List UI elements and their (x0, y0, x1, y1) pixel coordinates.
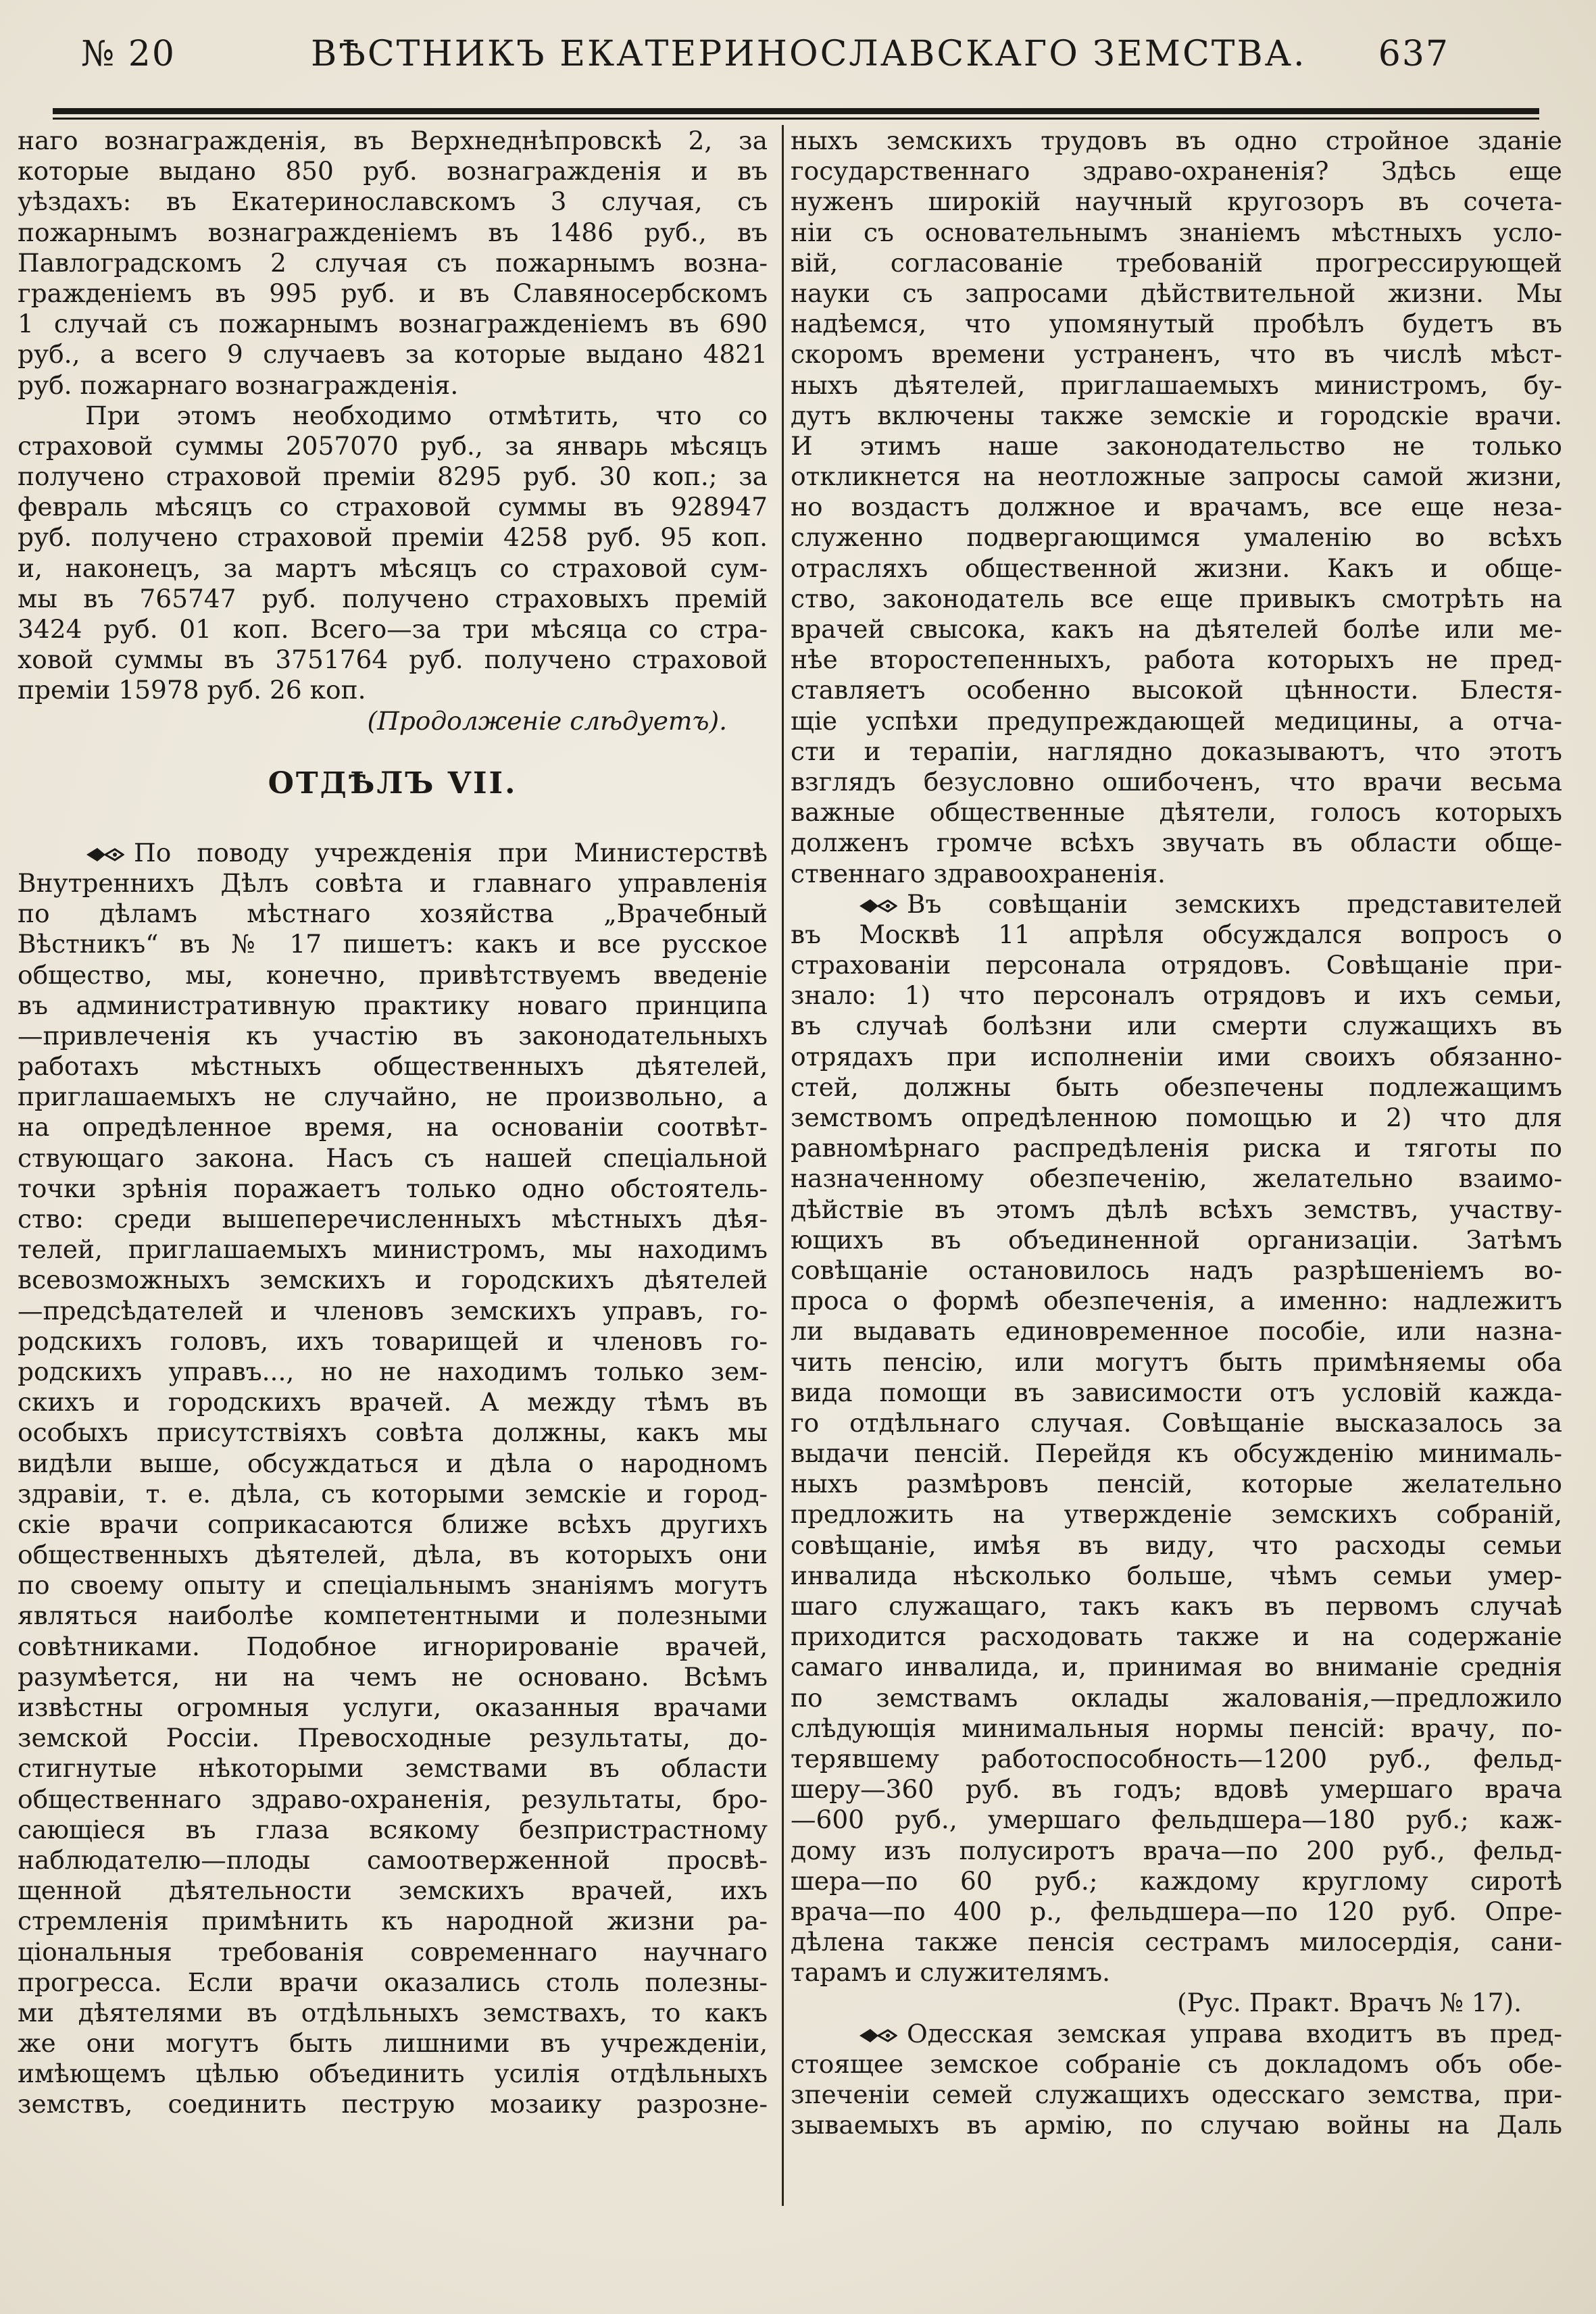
text-line: наго вознагражденія, въ Верхнеднѣпровскѣ 2, за (18, 126, 768, 155)
text-line: шаго служащаго, такъ какъ въ первомъ случаѣ (791, 1591, 1562, 1621)
text-line: скоромъ времени устраненъ, что въ числѣ мѣст- (791, 339, 1562, 370)
text-line: страхованіи персонала отрядовъ. Совѣщаніе при- (791, 950, 1562, 980)
text-line: мы въ 765747 руб. получено страховыхъ премій (18, 583, 768, 613)
right-column (791, 126, 1562, 2140)
text-line: взглядъ безусловно ошибоченъ, что врачи весьма (791, 766, 1562, 797)
publication-title: ВѢСТНИКЪ ЕКАТЕРИНОСЛАВСКАГО ЗЕМСТВА. (311, 34, 1307, 74)
text-line: 1 случай съ пожарнымъ вознагражденіемъ въ 690 (18, 309, 768, 339)
text-line: руб. получено страховой преміи 4258 руб. 95 коп. (18, 522, 768, 553)
text-line: терявшему работоспособность—1200 руб., фельд- (791, 1743, 1562, 1774)
text-line: дутъ включены также земскіе и городскіе врачи. (791, 400, 1562, 430)
text-line: При этомъ необходимо отмѣтить, что со (85, 400, 768, 430)
text-line: щіе успѣхи предупреждающей медицины, а отча- (791, 705, 1562, 736)
text-line: телей, приглашаемыхъ министромъ, мы находимъ (18, 1234, 768, 1265)
text-line: особыхъ присутствіяхъ совѣта должны, какъ мы (18, 1417, 768, 1448)
text-line: ныхъ размѣровъ пенсій, которые желательно (791, 1469, 1562, 1499)
text-line: имѣющемъ цѣлью объединить усилія отдѣльныхъ (18, 2059, 768, 2089)
text-line: наблюдателю—плоды самоотверженной просвѣ- (18, 1844, 768, 1875)
paragraph-insurance-payouts (18, 126, 768, 401)
text-line (18, 838, 768, 868)
text-line: Павлоградскомъ 2 случая съ пожарнымъ возна- (18, 247, 768, 278)
section-title: ОТДѢЛЪ VII. (268, 765, 518, 801)
text-line: чить пенсію, или могутъ быть примѣняемы оба (791, 1347, 1562, 1377)
text-line: ныхъ земскихъ трудовъ въ одно стройное зданіе (791, 126, 1562, 155)
text-line-content: Въ совѣщаніи земскихъ представителей (907, 888, 1562, 919)
text-line: —600 руб., умершаго фельдшера—180 руб.; каж- (791, 1805, 1562, 1835)
text-line: руб., а всего 9 случаевъ за которые выдано 4821 (18, 339, 768, 370)
text-line: ныхъ дѣятелей, приглашаемыхъ министромъ, бу- (791, 370, 1562, 400)
text-line: февраль мѣсяцъ со страховой суммы въ 928947 (18, 492, 768, 522)
text-line: служенно подвергающимся умаленію во всѣхъ (791, 522, 1562, 553)
paragraph-moscow-meeting (791, 889, 1562, 1988)
text-line: зпеченіи семей служащихъ одесскаго земства, при- (791, 2080, 1562, 2109)
text-line: стремленія примѣнить къ народной жизни ра- (18, 1906, 768, 1936)
text-line: разумѣется, ни на чемъ не основано. Всѣмъ (18, 1661, 768, 1692)
text-line: по своему опыту и спеціальнымъ знаніямъ могутъ (18, 1570, 768, 1601)
text-line: общественнаго здраво-охраненія, результаты, бро- (18, 1784, 768, 1814)
text-line: ство, законодатель все еще привыкъ смотрѣть на (791, 583, 1562, 613)
paragraph-ministry-council (18, 838, 768, 2120)
text-line: науки съ запросами дѣйствительной жизни. Мы (791, 278, 1562, 308)
text-line: родскихъ управъ..., но не находимъ только зем- (18, 1356, 768, 1386)
text-line: стоящее земское собраніе съ докладомъ объ обе- (791, 2048, 1562, 2079)
text-line: ціональныя требованія современнаго научнаго (18, 1936, 768, 1967)
text-line: надѣемся, что упомянутый пробѣлъ будетъ въ (791, 309, 1562, 339)
paragraph-odessa-zemstvo (791, 2019, 1562, 2141)
text-line: общество, мы, конечно, привѣтствуемъ введеніе (18, 959, 768, 990)
text-line: ставляетъ особенно высокой цѣнности. Блестя- (791, 675, 1562, 705)
text-line: важные общественные дѣятели, голосъ которыхъ (791, 797, 1562, 828)
text-line (791, 2019, 1562, 2049)
text-line: Внутреннихъ Дѣлъ совѣта и главнаго управленія (18, 867, 768, 898)
text-line: откликнется на неотложные запросы самой жизни, (791, 461, 1562, 492)
text-line: дѣйствіе въ этомъ дѣлѣ всѣхъ земствъ, участву- (791, 1194, 1562, 1224)
text-line: земской Россіи. Превосходные результаты, до- (18, 1723, 768, 1753)
text-line: въ административную практику новаго принципа (18, 990, 768, 1020)
left-column (18, 126, 768, 2120)
text-line: стигнутые нѣкоторыми земствами въ области (18, 1753, 768, 1784)
text-line: являться наиболѣе компетентными и полезными (18, 1601, 768, 1631)
text-line: дѣлена также пенсія сестрамъ милосердія, сани- (791, 1927, 1562, 1957)
text-line: шеру—360 руб. въ годъ; вдовѣ умершаго врача (791, 1774, 1562, 1805)
text-line: 3424 руб. 01 коп. Всего—за три мѣсяца со стра- (18, 614, 768, 644)
text-line: земствомъ опредѣленною помощью и 2) что для (791, 1103, 1562, 1132)
text-line: прогресса. Если врачи оказались столь полезны- (18, 1967, 768, 1997)
text-line: видѣли выше, обсуждаться и дѣла о народномъ (18, 1448, 768, 1478)
text-line: самаго инвалида, и, принимая во вниманіе среднія (791, 1652, 1562, 1682)
text-line: слѣдующія минимальныя нормы пенсій: врачу, по- (791, 1713, 1562, 1743)
text-line: стей, должны быть обезпечены подлежащимъ (791, 1072, 1562, 1102)
text-line: преміи 15978 руб. 26 коп. (18, 675, 366, 705)
text-line: сти и терапіи, наглядно доказываютъ, что этотъ (791, 736, 1562, 766)
text-line: приходится расходовать также и на содержаніе (791, 1621, 1562, 1652)
text-line: скіе врачи соприкасаются ближе всѣхъ другихъ (18, 1509, 768, 1539)
text-line: равномѣрнаго распредѣленія риска и тяготы по (791, 1133, 1562, 1163)
ornament-icon (858, 889, 897, 920)
text-line: руб. пожарнаго вознагражденія. (18, 370, 459, 400)
text-line: дому изъ полусиротъ врача—по 200 руб., фельд- (791, 1835, 1562, 1865)
text-line-content: По поводу учрежденія при Министерствѣ (134, 837, 768, 867)
text-line: назначенному обезпеченію, желательно взаимо- (791, 1163, 1562, 1194)
text-line: государственнаго здраво-охраненія? Здѣсь еще (791, 156, 1562, 186)
issue-number: № 20 (81, 34, 176, 74)
text-line: но воздастъ должное и врачамъ, все еще неза- (791, 492, 1562, 522)
text-line: земствъ, соединить пеструю мозаику разрозне- (18, 2089, 768, 2119)
text-line: зываемыхъ въ армію, по случаю войны на Даль (791, 2110, 1562, 2140)
text-line: отрасляхъ общественной жизни. Какъ и обще- (791, 553, 1562, 583)
text-line: по земствамъ оклады жалованія,—предложило (791, 1682, 1562, 1713)
text-line: ли выдавать единовременное пособіе, или назна- (791, 1316, 1562, 1347)
text-line: ніи съ основательнымъ знаніемъ мѣстныхъ усло- (791, 217, 1562, 247)
text-line: выдачи пенсій. Перейдя къ обсужденію минималь- (791, 1438, 1562, 1469)
text-line: знало: 1) что персоналъ отрядовъ и ихъ семьи, (791, 980, 1562, 1011)
text-line: нуженъ широкій научный кругозоръ въ сочета- (791, 186, 1562, 217)
text-line: го отдѣльнаго случая. Совѣщаніе высказалось за (791, 1407, 1562, 1438)
text-line: инвалида нѣсколько больше, чѣмъ семьи умер- (791, 1560, 1562, 1590)
text-line: совѣщаніе, имѣя въ виду, что расходы семьи (791, 1530, 1562, 1560)
text-line: совѣтниками. Подобное игнорированіе врачей, (18, 1631, 768, 1661)
text-line: скихъ и городскихъ врачей. А между тѣмъ въ (18, 1387, 768, 1417)
text-line: страховой суммы 2057070 руб., за январь мѣсяцъ (18, 430, 768, 461)
text-line: уѣздахъ: въ Екатеринославскомъ 3 случая, съ (18, 186, 768, 217)
text-line: вій, согласованіе требованій прогрессирующей (791, 247, 1562, 278)
text-line: въ Москвѣ 11 апрѣля обсуждался вопросъ о (791, 919, 1562, 949)
text-line: И этимъ наше законодательство не только (791, 430, 1562, 461)
continued-note: (Продолженіе слѣдуетъ). (367, 705, 727, 736)
text-line: всевозможныхъ земскихъ и городскихъ дѣятелей (18, 1265, 768, 1295)
page-header (68, 27, 1480, 81)
text-line: родскихъ головъ, ихъ товарищей и членовъ го- (18, 1326, 768, 1356)
text-line: точки зрѣнія поражаетъ только одно обстоятель- (18, 1173, 768, 1203)
source-citation: (Рус. Практ. Врачъ № 17). (1176, 1988, 1522, 2018)
text-line: гражденіемъ въ 995 руб. и въ Славяносербскомъ (18, 278, 768, 308)
text-line: проса о формѣ обезпеченія, а именно: надлежитъ (791, 1286, 1562, 1316)
text-line-content: Одесская земская управа входитъ въ пред- (907, 2018, 1562, 2048)
header-rule-thick (53, 108, 1539, 114)
text-line: долженъ громче всѣхъ звучать въ области обще- (791, 828, 1562, 858)
text-line: вида помощи въ зависимости отъ условій кажда- (791, 1377, 1562, 1407)
text-line: врача—по 400 р., фельдшера—по 120 руб. Опре- (791, 1896, 1562, 1926)
text-line: ми дѣятелями въ отдѣльныхъ земствахъ, то какъ (18, 1997, 768, 2028)
text-line: извѣстны огромныя услуги, оказанныя врачами (18, 1692, 768, 1722)
paragraph-ministry-council-continued (791, 126, 1562, 889)
text-line: шера—по 60 руб.; каждому круглому сиротѣ (791, 1865, 1562, 1896)
text-line: ющихъ въ объединенной организаціи. Затѣмъ (791, 1224, 1562, 1255)
text-line: по дѣламъ мѣстнаго хозяйства „Врачебный (18, 899, 768, 929)
text-line: предложить на утвержденіе земскихъ собраній, (791, 1499, 1562, 1530)
text-line: —привлеченія къ участію въ законодательныхъ (18, 1020, 768, 1051)
text-line: приглашаемыхъ не случайно, не произвольно, а (18, 1082, 768, 1112)
column-divider (782, 125, 784, 2206)
text-line (791, 889, 1562, 920)
ornament-icon (858, 2019, 897, 2049)
text-line: ственнаго здравоохраненія. (791, 858, 1166, 888)
text-line: ховой суммы въ 3751764 руб. получено страховой (18, 645, 768, 675)
text-line: которые выдано 850 руб. вознагражденія и въ (18, 156, 768, 186)
text-line: ство: среди вышеперечисленныхъ мѣстныхъ дѣя- (18, 1204, 768, 1234)
text-line: ствующаго закона. Насъ съ нашей спеціальной (18, 1142, 768, 1173)
text-line: сающіеся въ глаза всякому безпристрастному (18, 1814, 768, 1844)
text-line: получено страховой преміи 8295 руб. 30 коп.; за (18, 461, 768, 492)
text-line: и, наконецъ, за мартъ мѣсяцъ со страховой сум- (18, 553, 768, 583)
text-line: пожарнымъ вознагражденіемъ въ 1486 руб., въ (18, 217, 768, 247)
text-line: —предсѣдателей и членовъ земскихъ управъ, го- (18, 1295, 768, 1326)
text-line: совѣщаніе остановилось надъ разрѣшеніемъ во- (791, 1255, 1562, 1285)
paragraph-insurance-premiums (18, 401, 768, 706)
text-line: тарамъ и служителямъ. (791, 1957, 1111, 1988)
page-number: 637 (1378, 34, 1449, 74)
text-line: работахъ мѣстныхъ общественныхъ дѣятелей, (18, 1051, 768, 1082)
text-line: на опредѣленное время, на основаніи соотвѣт- (18, 1112, 768, 1142)
header-rule-thin (53, 118, 1539, 120)
text-line: отрядахъ при исполненіи ими своихъ обязанно- (791, 1041, 1562, 1072)
ornament-icon (85, 838, 124, 868)
text-line: нѣе второстепенныхъ, работа которыхъ не пред- (791, 645, 1562, 675)
text-line: щенной дѣятельности земскихъ врачей, ихъ (18, 1876, 768, 1906)
text-line: здравіи, т. е. дѣла, съ которыми земскіе и город- (18, 1478, 768, 1509)
text-line: общественныхъ дѣятелей, дѣла, въ которыхъ они (18, 1540, 768, 1570)
text-line: же они могутъ быть лишними въ учрежденіи, (18, 2028, 768, 2059)
text-line: въ случаѣ болѣзни или смерти служащихъ въ (791, 1011, 1562, 1041)
text-line: Вѣстникъ“ въ № 17 пишетъ: какъ и все русское (18, 929, 768, 959)
text-line: врачей свысока, какъ на дѣятелей болѣе или ме- (791, 614, 1562, 644)
